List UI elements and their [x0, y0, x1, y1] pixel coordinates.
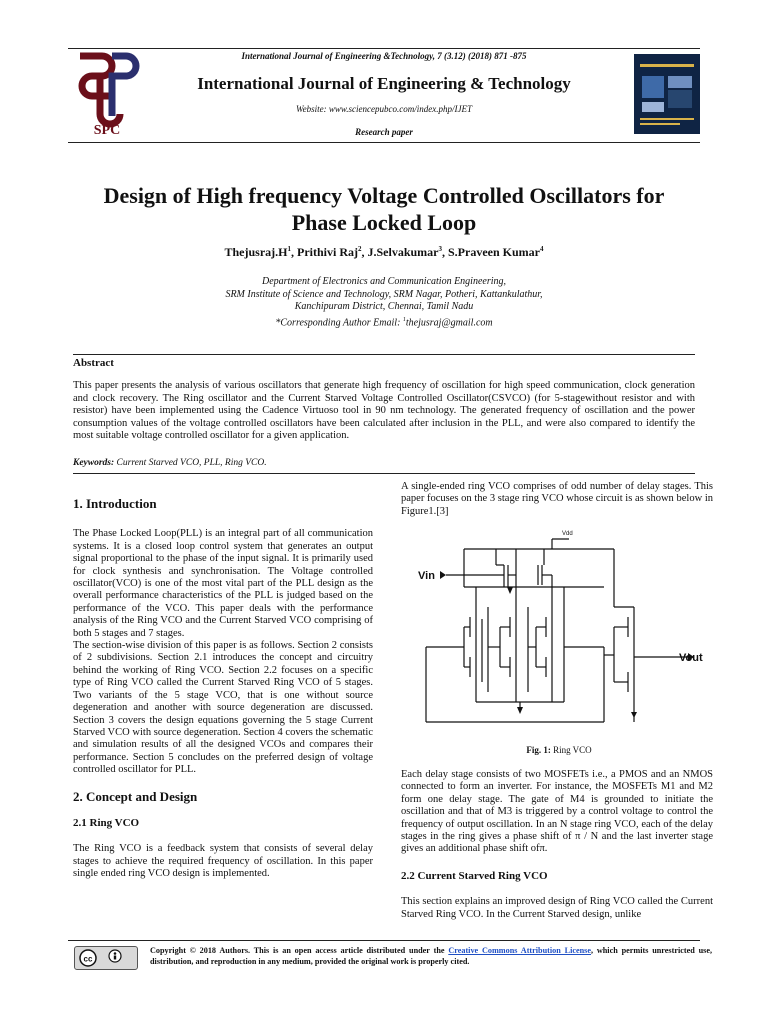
ring-vco-paragraph: The Ring VCO is a feedback system that consists of several delay stages to achieve the required frequency of oscillation. In this paper single ended ring VCO design is implemented. [73, 843, 373, 880]
affiliation-line3: Kanchipuram District, Chennai, Tamil Nadu [294, 301, 474, 312]
intro-paragraph-1: The Phase Locked Loop(PLL) is an integral part of all communication systems. It is a closed loop control system that generates an output signal proportional to the phase of the input signal. It is primarily used for clock synthesis and synchronisation. The Voltage controlled oscillator(VCO) is one of the most vital part of the PLL design as the overall performance characteristics of the PLL is judged based on the performance of the VCO. This paper deals with the performance analysis of the Ring VCO and the Current Starved VCO comprising of both 5 stages and 7 stages. [73, 528, 373, 639]
abstract-bottom-rule [73, 473, 695, 474]
paper-title-line2: Phase Locked Loop [291, 210, 477, 235]
spc-logo [72, 52, 142, 138]
creative-commons-badge [74, 946, 138, 970]
author-sup: 1 [287, 245, 291, 253]
author-sup: 3 [438, 245, 442, 253]
header-bottom-rule [68, 142, 700, 143]
spc-logo-text: SPC [93, 123, 121, 138]
copyright-notice: Copyright © 2018 Authors. This is an open access article distributed under the Creative Commons Attribution License, which permits unrestricted use, distribution, and reproduction in any medium, provided the original work is properly cited. [150, 946, 713, 966]
journal-website: Website: www.sciencepubco.com/index.php/IJET [296, 104, 472, 114]
abstract-heading: Abstract [73, 357, 114, 369]
author-name: Thejusraj.H [224, 245, 288, 259]
paper-type: Research paper [355, 127, 413, 137]
journal-cover-thumbnail [634, 54, 700, 134]
right-column-bottom [401, 769, 713, 921]
abstract-top-rule [73, 354, 695, 355]
keywords: Keywords: Current Starved VCO, PLL, Ring VCO. [73, 458, 267, 468]
paper-title-line1: Design of High frequency Voltage Controlled Oscillators for [103, 183, 665, 208]
intro-paragraph-2: The section-wise division of this paper is as follows. Section 2 consists of 2 subdivisions. Section 2.1 introduces the concept and circuitry behind the working of Ring VCO. Section 2.2 focuses on a specific type of Ring VCO called the Current Starved Ring VCO of 5 stages. Two variants of the 5 stage VCO, that is one without source degeneration and another with source degeneration are discussed. Section 3 covers the design equations governing the 5 stage Current Starved VCO with source degeneration. Section 4 covers the schematic and simulation results of all the designed VCOs and compares their performance. Section 5 concludes on the preferred design of voltage controlled oscillator for PLL. [73, 640, 373, 776]
author-sup: 4 [540, 245, 544, 253]
section-heading-concept: 2. Concept and Design [73, 788, 198, 804]
left-column [73, 498, 373, 881]
author-sup: 2 [357, 245, 362, 253]
cc-license-link[interactable]: Creative Commons Attribution License [448, 946, 591, 955]
affiliation [0, 276, 768, 329]
author-name: Prithivi Raj [296, 245, 358, 259]
right-column-top [401, 481, 713, 518]
vdd-label: Vdd [562, 531, 573, 537]
ring-vco-intro-paragraph: A single-ended ring VCO comprises of odd number of delay stages. This paper focuses on the 3 stage ring VCO whose circuit is as shown below in Figure1.[3] [401, 481, 713, 517]
corresponding-email: *Corresponding Author Email: $^1$thejusraj@gmail.com [275, 316, 493, 328]
vin-label: Vin [418, 570, 435, 582]
current-starved-paragraph: This section explains an improved design of Ring VCO called the Current Starved Ring VCO. In the Current Starved design, unlike [401, 896, 713, 920]
paper-title [60, 182, 708, 236]
vout-label: Vout [679, 652, 703, 664]
journal-citation: International Journal of Engineering &Technology, 7 (3.12) (2018) 871 -875 [241, 51, 527, 61]
abstract-text: This paper presents the analysis of various oscillators that generate high frequency of oscillation for high speed communication, clock generation and clock recovery. The Ring oscillator and the Current Starved Voltage Controlled Oscillator(CSVCO) (for 5-stagewithout resistor and with resistor) have been implemented using the Cadence Virtuoso tool in 90 nm technology. The generated frequency of oscillation and the power consumption values of the voltage controlled oscillators have been calculated after inclusion in the PLL, and were also compared to identify the most suitable voltage controlled oscillator for a given application. [73, 380, 695, 441]
author-name: J.Selvakumar [367, 245, 439, 259]
section-heading-introduction: 1. Introduction [73, 496, 157, 511]
author-name: S.Praveen Kumar [448, 245, 540, 259]
subsection-heading-ring-vco: 2.1 Ring VCO [73, 816, 140, 829]
subsection-heading-current-starved: 2.2 Current Starved Ring VCO [401, 869, 548, 882]
figure-caption: Fig. 1: Ring VCO [526, 745, 592, 755]
author-list: $Thejusraj.H^1$, Prithivi Raj$^2$, J.Selvakumar$^3$, S.Praveen Kumar$^4$ [224, 245, 544, 259]
header-top-rule [68, 48, 700, 49]
footer-rule [68, 940, 700, 941]
journal-name: International Journal of Engineering & Technology [197, 74, 571, 93]
delay-stage-paragraph: Each delay stage consists of two MOSFETs i.e., a PMOS and an NMOS connected to form an inverter. For instance, the MOSFETs M1 and M2 form one delay stage. The gate of M4 is grounded to initiate the oscillation and that of M3 is triggered by a control voltage to control the frequency of output oscillation. In an N stage ring VCO, each of the delay stages in the ring gives a phase shift of π / N and the last inverter stage gives an additional phase shift ofπ. [401, 769, 713, 855]
affiliation-line1: Department of Electronics and Communication Engineering, [261, 276, 507, 287]
cc-icon: cc [83, 954, 93, 964]
affiliation-line2: SRM Institute of Science and Technology, SRM Nagar, Potheri, Kattankulathur, [225, 288, 543, 300]
ring-vco-circuit-figure [404, 527, 714, 742]
